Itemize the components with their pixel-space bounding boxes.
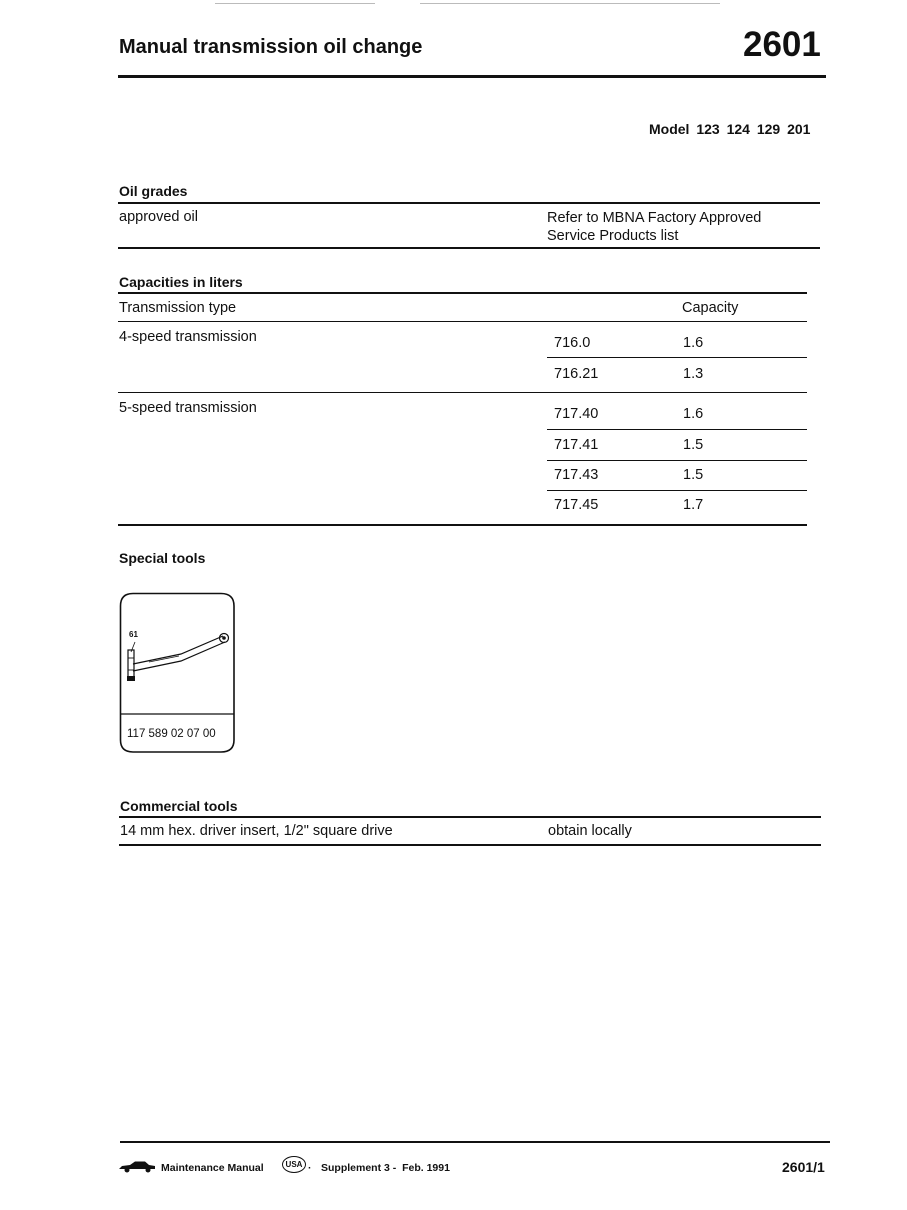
scan-artifact xyxy=(420,3,720,4)
commercial-tools-rule-top xyxy=(119,816,821,818)
table-cell-model: 717.45 xyxy=(554,497,599,513)
tool-callout: 61 xyxy=(129,630,138,639)
oil-grades-heading: Oil grades xyxy=(119,183,188,199)
oil-grade-label: approved oil xyxy=(119,209,198,225)
capacities-heading: Capacities in liters xyxy=(119,274,243,290)
capacities-header-rule xyxy=(118,321,807,322)
oil-grade-value-line2: Service Products list xyxy=(547,228,679,244)
table-cell-model: 716.21 xyxy=(554,366,599,382)
row-rule xyxy=(547,490,807,491)
commercial-tools-rule-bottom xyxy=(119,844,821,846)
oil-grades-rule-bottom xyxy=(118,247,820,249)
table-cell-model: 717.41 xyxy=(554,437,599,453)
row-rule xyxy=(547,429,807,430)
commercial-tool-source: obtain locally xyxy=(548,823,632,839)
group-name-5speed: 5-speed transmission xyxy=(119,400,257,416)
usa-badge: USA xyxy=(282,1156,306,1173)
footer-rule xyxy=(120,1141,830,1143)
table-cell-capacity: 1.5 xyxy=(683,437,704,453)
group-name-4speed: 4-speed transmission xyxy=(119,329,257,345)
special-tool-card xyxy=(119,592,237,754)
scan-artifact xyxy=(215,3,375,4)
footer-separator: · xyxy=(308,1162,312,1174)
model-line: Model 123 124 129 201 xyxy=(649,121,811,137)
tool-number: 117 589 02 07 00 xyxy=(127,728,216,740)
row-rule xyxy=(547,460,807,461)
footer-manual: Maintenance Manual xyxy=(161,1162,264,1174)
capacities-rule-bottom xyxy=(118,524,807,526)
page-title: Manual transmission oil change xyxy=(119,36,423,58)
oil-grade-value-line1: Refer to MBNA Factory Approved xyxy=(547,210,762,226)
hex-wrench-icon xyxy=(119,592,237,712)
group-rule xyxy=(118,392,807,393)
table-cell-capacity: 1.5 xyxy=(683,467,704,483)
table-cell-model: 717.43 xyxy=(554,467,599,483)
table-cell-model: 716.0 xyxy=(554,335,591,351)
commercial-tool-item: 14 mm hex. driver insert, 1/2" square drive xyxy=(120,823,393,839)
footer-supplement: Supplement 3 - Feb. 1991 xyxy=(321,1162,450,1174)
capacities-rule-top xyxy=(118,292,807,294)
section-code: 2601 xyxy=(743,25,821,64)
page-number: 2601/1 xyxy=(782,1159,825,1175)
table-cell-model: 717.40 xyxy=(554,406,599,422)
table-cell-capacity: 1.7 xyxy=(683,497,704,513)
table-cell-capacity: 1.6 xyxy=(683,406,704,422)
column-header-capacity: Capacity xyxy=(682,300,739,316)
oil-grade-value xyxy=(547,209,761,245)
special-tools-heading: Special tools xyxy=(119,550,206,566)
oil-grades-rule-top xyxy=(118,202,820,204)
header-rule xyxy=(118,75,826,78)
row-rule xyxy=(547,357,807,358)
column-header-type: Transmission type xyxy=(119,300,237,316)
commercial-tools-heading: Commercial tools xyxy=(120,798,238,814)
table-cell-capacity: 1.6 xyxy=(683,335,704,351)
car-icon xyxy=(118,1160,156,1173)
table-cell-capacity: 1.3 xyxy=(683,366,704,382)
